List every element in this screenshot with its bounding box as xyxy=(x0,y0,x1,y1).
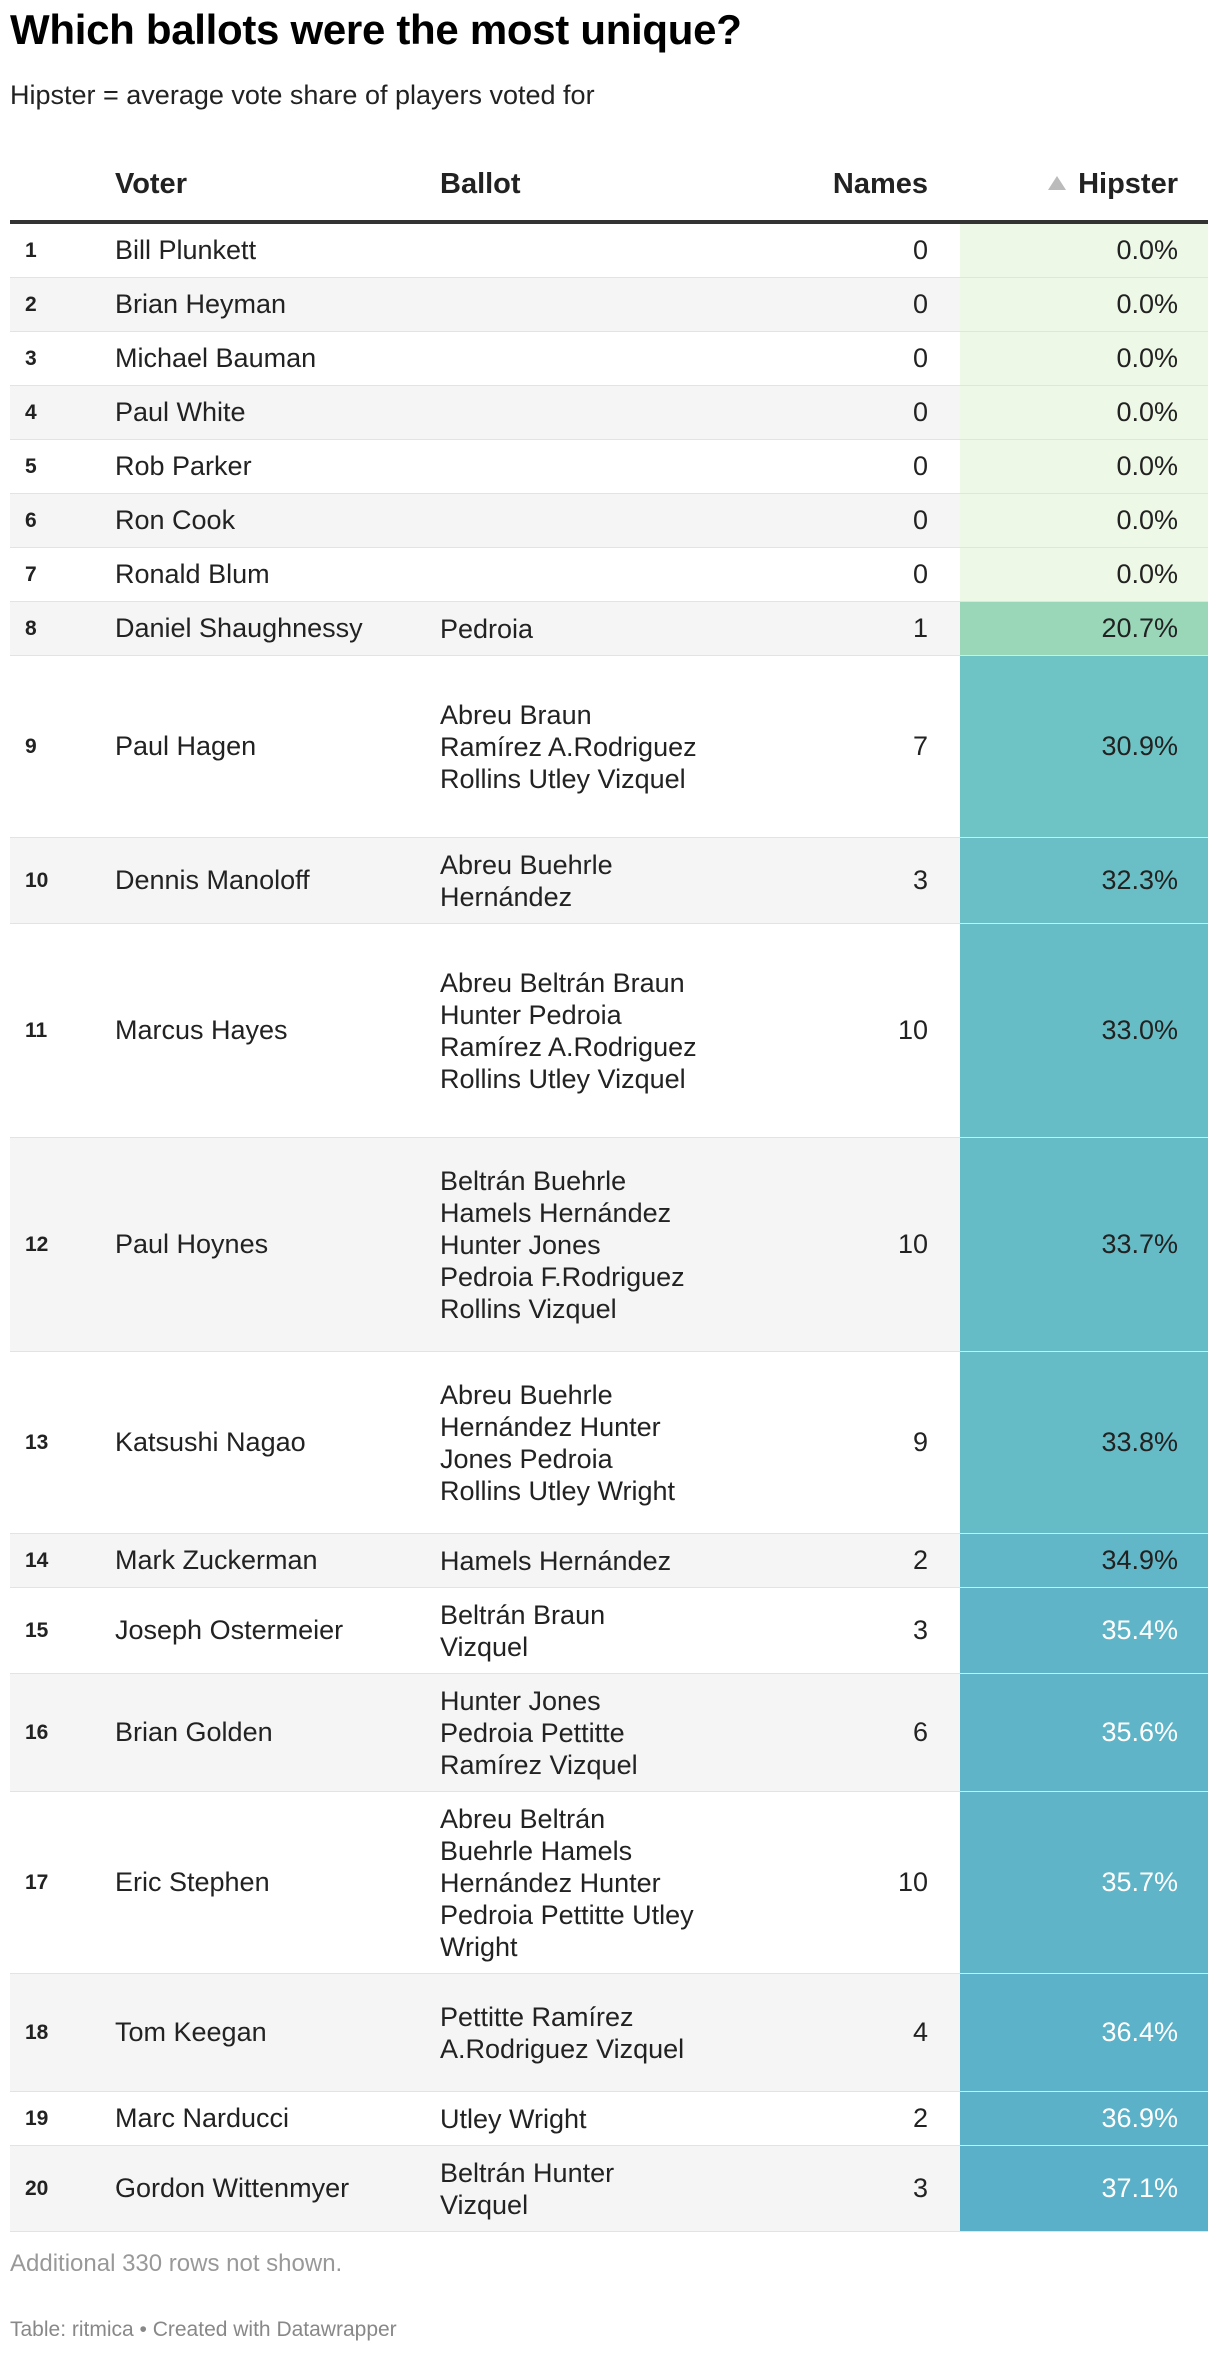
cell-ballot: Abreu Buehrle Hernández xyxy=(440,849,613,912)
cell-hipster: 30.9% xyxy=(960,656,1208,837)
cell-ballot: Abreu Beltrán Braun Hunter Pedroia Ramírez A.Rodriguez Rollins Utley Vizquel xyxy=(440,967,697,1094)
cell-hipster: 0.0% xyxy=(960,494,1208,547)
cell-voter: Marcus Hayes xyxy=(115,1015,288,1045)
cell-rank: 3 xyxy=(25,346,37,370)
cell-names: 0 xyxy=(912,397,928,427)
rows-not-shown-note: Additional 330 rows not shown. xyxy=(10,2250,343,2277)
cell-voter: Marc Narducci xyxy=(115,2103,290,2133)
cell-rank: 6 xyxy=(25,508,37,532)
cell-rank: 17 xyxy=(25,1870,49,1894)
cell-hipster: 33.0% xyxy=(960,924,1208,1137)
cell-rank: 9 xyxy=(25,734,37,758)
cell-rank: 19 xyxy=(25,2106,49,2130)
cell-names: 3 xyxy=(912,1615,928,1645)
cell-names: 4 xyxy=(912,2017,928,2047)
table-row xyxy=(10,1352,1208,1534)
column-header-voter[interactable]: Voter xyxy=(115,168,187,200)
cell-names: 0 xyxy=(912,451,928,481)
table-row xyxy=(10,2092,1208,2146)
table-row xyxy=(10,548,1208,602)
cell-voter: Dennis Manoloff xyxy=(115,865,310,895)
table-row xyxy=(10,494,1208,548)
cell-voter: Paul Hagen xyxy=(115,731,257,761)
cell-hipster: 33.8% xyxy=(960,1352,1208,1533)
cell-voter: Joseph Ostermeier xyxy=(115,1615,344,1645)
cell-names: 10 xyxy=(897,1229,928,1259)
cell-rank: 4 xyxy=(25,400,37,424)
cell-hipster: 35.6% xyxy=(960,1674,1208,1791)
cell-ballot: Pedroia xyxy=(440,613,534,644)
cell-rank: 2 xyxy=(25,292,37,316)
cell-rank: 5 xyxy=(25,454,37,478)
chart-subtitle: Hipster = average vote share of players voted for xyxy=(10,80,595,110)
table-row xyxy=(10,1674,1208,1792)
cell-voter: Gordon Wittenmyer xyxy=(115,2173,350,2203)
cell-names: 0 xyxy=(912,343,928,373)
cell-hipster: 35.4% xyxy=(960,1588,1208,1673)
cell-rank: 20 xyxy=(25,2176,49,2200)
cell-ballot: Abreu Braun Ramírez A.Rodriguez Rollins Utley Vizquel xyxy=(440,699,697,794)
cell-rank: 8 xyxy=(25,616,37,640)
cell-hipster: 0.0% xyxy=(960,548,1208,601)
cell-names: 9 xyxy=(912,1427,928,1457)
cell-hipster: 32.3% xyxy=(960,838,1208,923)
cell-names: 0 xyxy=(912,235,928,265)
cell-hipster: 0.0% xyxy=(960,332,1208,385)
cell-names: 3 xyxy=(912,2173,928,2203)
table-row xyxy=(10,602,1208,656)
cell-voter: Brian Heyman xyxy=(115,289,287,319)
cell-ballot: Beltrán Hunter Vizquel xyxy=(440,2157,615,2220)
cell-voter: Mark Zuckerman xyxy=(115,1545,318,1575)
table-row xyxy=(10,224,1208,278)
cell-rank: 18 xyxy=(25,2020,49,2044)
cell-rank: 16 xyxy=(25,1720,49,1744)
cell-names: 3 xyxy=(912,865,928,895)
cell-rank: 12 xyxy=(25,1232,49,1256)
cell-voter: Michael Bauman xyxy=(115,343,317,373)
cell-ballot: Abreu Buehrle Hernández Hunter Jones Pedroia Rollins Utley Wright xyxy=(440,1379,676,1506)
cell-voter: Eric Stephen xyxy=(115,1867,270,1897)
cell-voter: Paul White xyxy=(115,397,246,427)
cell-hipster: 0.0% xyxy=(960,224,1208,277)
cell-names: 10 xyxy=(897,1867,928,1897)
cell-voter: Katsushi Nagao xyxy=(115,1427,306,1457)
cell-rank: 15 xyxy=(25,1618,49,1642)
cell-rank: 7 xyxy=(25,562,37,586)
sort-ascending-icon xyxy=(1048,176,1066,190)
table-row xyxy=(10,332,1208,386)
column-header-hipster[interactable] xyxy=(1048,168,1178,201)
cell-hipster: 36.9% xyxy=(960,2092,1208,2145)
cell-names: 0 xyxy=(912,289,928,319)
cell-names: 7 xyxy=(912,731,928,761)
table-row xyxy=(10,838,1208,924)
cell-hipster: 34.9% xyxy=(960,1534,1208,1587)
table-row xyxy=(10,1792,1208,1974)
table-row xyxy=(10,924,1208,1138)
cell-hipster: 36.4% xyxy=(960,1974,1208,2091)
cell-names: 2 xyxy=(912,2103,928,2133)
cell-voter: Bill Plunkett xyxy=(115,235,257,265)
cell-hipster: 0.0% xyxy=(960,440,1208,493)
table-row xyxy=(10,2146,1208,2232)
cell-rank: 1 xyxy=(25,238,37,262)
cell-voter: Ron Cook xyxy=(115,505,236,535)
column-header-hipster-label: Hipster xyxy=(1078,168,1178,200)
cell-names: 0 xyxy=(912,559,928,589)
cell-names: 1 xyxy=(912,613,928,643)
cell-rank: 13 xyxy=(25,1430,49,1454)
table-body xyxy=(10,224,1208,2232)
column-header-ballot[interactable]: Ballot xyxy=(440,168,521,200)
cell-names: 10 xyxy=(897,1015,928,1045)
table-row xyxy=(10,656,1208,838)
cell-names: 6 xyxy=(912,1717,928,1747)
table-row xyxy=(10,440,1208,494)
cell-hipster: 37.1% xyxy=(960,2146,1208,2231)
cell-rank: 14 xyxy=(25,1548,49,1572)
cell-ballot: Beltrán Braun Vizquel xyxy=(440,1599,606,1662)
column-header-names[interactable]: Names xyxy=(832,168,928,200)
cell-ballot: Pettitte Ramírez A.Rodriguez Vizquel xyxy=(440,2001,685,2064)
cell-voter: Ronald Blum xyxy=(115,559,270,589)
cell-voter: Rob Parker xyxy=(115,451,252,481)
cell-hipster: 33.7% xyxy=(960,1138,1208,1351)
table-row xyxy=(10,1534,1208,1588)
cell-hipster: 0.0% xyxy=(960,278,1208,331)
source-credit: Table: ritmica • Created with Datawrapper xyxy=(10,2318,397,2341)
cell-ballot: Abreu Beltrán Buehrle Hamels Hernández Hunter Pedroia Pettitte Utley Wright xyxy=(440,1803,694,1962)
cell-voter: Brian Golden xyxy=(115,1717,273,1747)
cell-rank: 10 xyxy=(25,868,49,892)
cell-voter: Paul Hoynes xyxy=(115,1229,269,1259)
cell-ballot: Utley Wright xyxy=(440,2103,587,2134)
cell-hipster: 20.7% xyxy=(960,602,1208,655)
cell-hipster: 35.7% xyxy=(960,1792,1208,1973)
data-table xyxy=(10,154,1208,2232)
cell-ballot: Beltrán Buehrle Hamels Hernández Hunter Jones Pedroia F.Rodriguez Rollins Vizquel xyxy=(440,1165,685,1324)
table-row xyxy=(10,1588,1208,1674)
cell-voter: Daniel Shaughnessy xyxy=(115,613,363,643)
cell-ballot: Hamels Hernández xyxy=(440,1545,672,1576)
cell-rank: 11 xyxy=(25,1018,48,1042)
table-row xyxy=(10,386,1208,440)
table-row xyxy=(10,1138,1208,1352)
cell-voter: Tom Keegan xyxy=(115,2017,267,2047)
table-header xyxy=(10,154,1208,224)
table-row xyxy=(10,1974,1208,2092)
cell-ballot: Hunter Jones Pedroia Pettitte Ramírez Vizquel xyxy=(440,1685,638,1780)
cell-names: 2 xyxy=(912,1545,928,1575)
cell-names: 0 xyxy=(912,505,928,535)
table-row xyxy=(10,278,1208,332)
chart-title: Which ballots were the most unique? xyxy=(10,6,742,53)
cell-hipster: 0.0% xyxy=(960,386,1208,439)
